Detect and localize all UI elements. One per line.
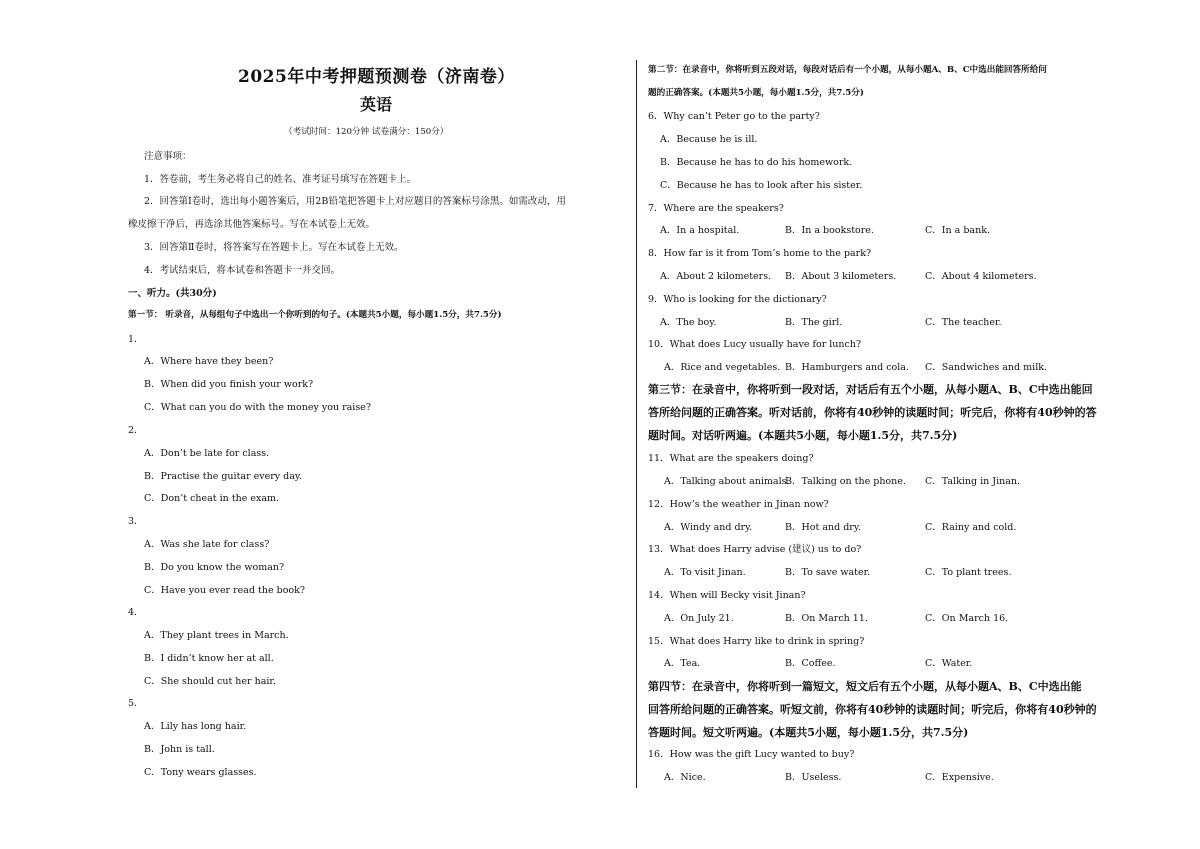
question-13: 13．What does Harry advise (建议) us to do? — [648, 544, 862, 555]
question-10: 10．What does Lucy usually have for lunch? — [648, 339, 862, 350]
question-6: 6．Why can’t Peter go to the party? — [648, 111, 820, 122]
question-number: 2． — [128, 425, 144, 436]
option-c: C．Tony wears glasses. — [144, 767, 257, 778]
part1-heading: 一、听力。(共30分) — [128, 288, 217, 299]
question-15: 15．What does Harry like to drink in spring? — [648, 636, 865, 647]
option-c: C．Don’t cheat in the exam. — [144, 493, 280, 504]
option-b: B．Practise the guitar every day. — [144, 471, 303, 482]
option-b: B．In a bookstore. — [785, 225, 874, 236]
option-c: C．On March 16. — [925, 613, 1009, 624]
option-b: B．Coffee. — [785, 658, 836, 669]
option-c: C．She should cut her hair. — [144, 676, 276, 687]
option-b: B．Hot and dry. — [785, 522, 861, 533]
option-b: B．Hamburgers and cola. — [785, 362, 909, 373]
option-c: C．Sandwiches and milk. — [925, 362, 1048, 373]
note-line: 1．答卷前，考生务必将自己的姓名、准考证号填写在答题卡上。 — [144, 174, 417, 185]
question-number: 4． — [128, 607, 144, 618]
question-number: 1． — [128, 334, 144, 345]
question-12: 12．How’s the weather in Jinan now? — [648, 499, 829, 510]
option-a: A．Nice. — [664, 772, 706, 783]
note-line: 4．考试结束后，将本试卷和答题卡一并交回。 — [144, 265, 341, 276]
option-b: B．Do you know the woman? — [144, 562, 285, 573]
option-a: A．To visit Jinan. — [664, 567, 746, 578]
option-c: C．Talking in Jinan. — [925, 476, 1021, 487]
option-a: A．Don’t be late for class. — [144, 448, 270, 459]
option-c: C．Because he has to look after his sister. — [660, 180, 863, 191]
question-8: 8．How far is it from Tom’s home to the park? — [648, 248, 872, 259]
option-a: A．Rice and vegetables. — [664, 362, 781, 373]
option-c: C．The teacher. — [925, 317, 1002, 328]
option-a: A．The boy. — [660, 317, 717, 328]
section2-heading: 第二节：在录音中，你将听到五段对话，每段对话后有一个小题，从每小题A、B、C中选出能回答所给问 — [648, 65, 1047, 75]
section2-heading: 题的正确答案。(本题共5小题，每小题1.5分，共7.5分) — [648, 88, 864, 98]
notes-heading: 注意事项： — [144, 151, 192, 162]
option-c: C．Rainy and cold. — [925, 522, 1017, 533]
question-11: 11．What are the speakers doing? — [648, 453, 814, 464]
option-a: A．Tea. — [664, 658, 701, 669]
option-c: C．Have you ever read the book? — [144, 585, 305, 596]
option-a: A．On July 21. — [664, 613, 734, 624]
option-b: B．About 3 kilometers. — [785, 271, 897, 282]
exam-title: 2025年中考押题预测卷（济南卷） — [238, 67, 515, 87]
exam-info: （考试时间：120分钟 试卷满分：150分） — [284, 127, 449, 137]
option-b: B．The girl. — [785, 317, 843, 328]
question-7: 7．Where are the speakers? — [648, 203, 784, 214]
option-a: A．They plant trees in March. — [144, 630, 289, 641]
option-a: A．Because he is ill. — [660, 134, 758, 145]
section4-heading: 第四节：在录音中，你将听到一篇短文，短文后有五个小题，从每小题A、B、C中选出能 — [648, 680, 1082, 693]
section1-heading: 第一节： 听录音，从每组句子中选出一个你听到的句子。(本题共5小题，每小题1.5分，共7.5分) — [128, 310, 502, 320]
option-c: C．Expensive. — [925, 772, 994, 783]
option-a: A．Was she late for class? — [144, 539, 270, 550]
option-b: B．I didn’t know her at all. — [144, 653, 274, 664]
option-a: A．Lily has long hair. — [144, 721, 247, 732]
question-number: 5． — [128, 698, 144, 709]
option-a: A．Windy and dry. — [664, 522, 753, 533]
option-b: B．When did you finish your work? — [144, 379, 314, 390]
option-b: B．Talking on the phone. — [785, 476, 906, 487]
option-b: B．Useless. — [785, 772, 842, 783]
option-a: A．Where have they been? — [144, 356, 274, 367]
section4-heading: 答题时间。短文听两遍。(本题共5小题，每小题1.5分，共7.5分) — [648, 726, 969, 739]
column-divider — [636, 60, 637, 788]
option-b: B．On March 11. — [785, 613, 868, 624]
option-c: C．About 4 kilometers. — [925, 271, 1037, 282]
note-line: 3．回答第Ⅱ卷时，将答案写在答题卡上。写在本试卷上无效。 — [144, 242, 404, 253]
section4-heading: 回答所给问题的正确答案。听短文前，你将有40秒钟的读题时间；听完后，你将有40秒钟的 — [648, 703, 1097, 716]
option-a: A．In a hospital. — [660, 225, 740, 236]
option-c: C．What can you do with the money you raise? — [144, 402, 371, 413]
option-a: A．Talking about animals. — [664, 476, 790, 487]
question-number: 3． — [128, 516, 144, 527]
option-a: A．About 2 kilometers. — [660, 271, 772, 282]
question-16: 16．How was the gift Lucy wanted to buy? — [648, 749, 855, 760]
section3-heading: 题时间。对话听两遍。(本题共5小题，每小题1.5分，共7.5分) — [648, 429, 958, 442]
section3-heading: 第三节：在录音中，你将听到一段对话，对话后有五个小题，从每小题A、B、C中选出能回 — [648, 383, 1093, 396]
option-c: C．In a bank. — [925, 225, 990, 236]
subject-title: 英语 — [360, 95, 393, 114]
option-b: B．Because he has to do his homework. — [660, 157, 853, 168]
option-b: B．To save water. — [785, 567, 871, 578]
note-line: 2．回答第Ⅰ卷时，选出每小题答案后，用2B铅笔把答题卡上对应题目的答案标号涂黑。如需改动，用 — [144, 196, 566, 207]
option-b: B．John is tall. — [144, 744, 215, 755]
section3-heading: 答所给问题的正确答案。听对话前，你将有40秒钟的读题时间；听完后，你将有40秒钟的答 — [648, 406, 1097, 419]
question-9: 9．Who is looking for the dictionary? — [648, 294, 827, 305]
question-14: 14．When will Becky visit Jinan? — [648, 590, 806, 601]
option-c: C．Water. — [925, 658, 973, 669]
note-line: 橡皮擦干净后，再选涂其他答案标号。写在本试卷上无效。 — [128, 219, 376, 230]
option-c: C．To plant trees. — [925, 567, 1012, 578]
